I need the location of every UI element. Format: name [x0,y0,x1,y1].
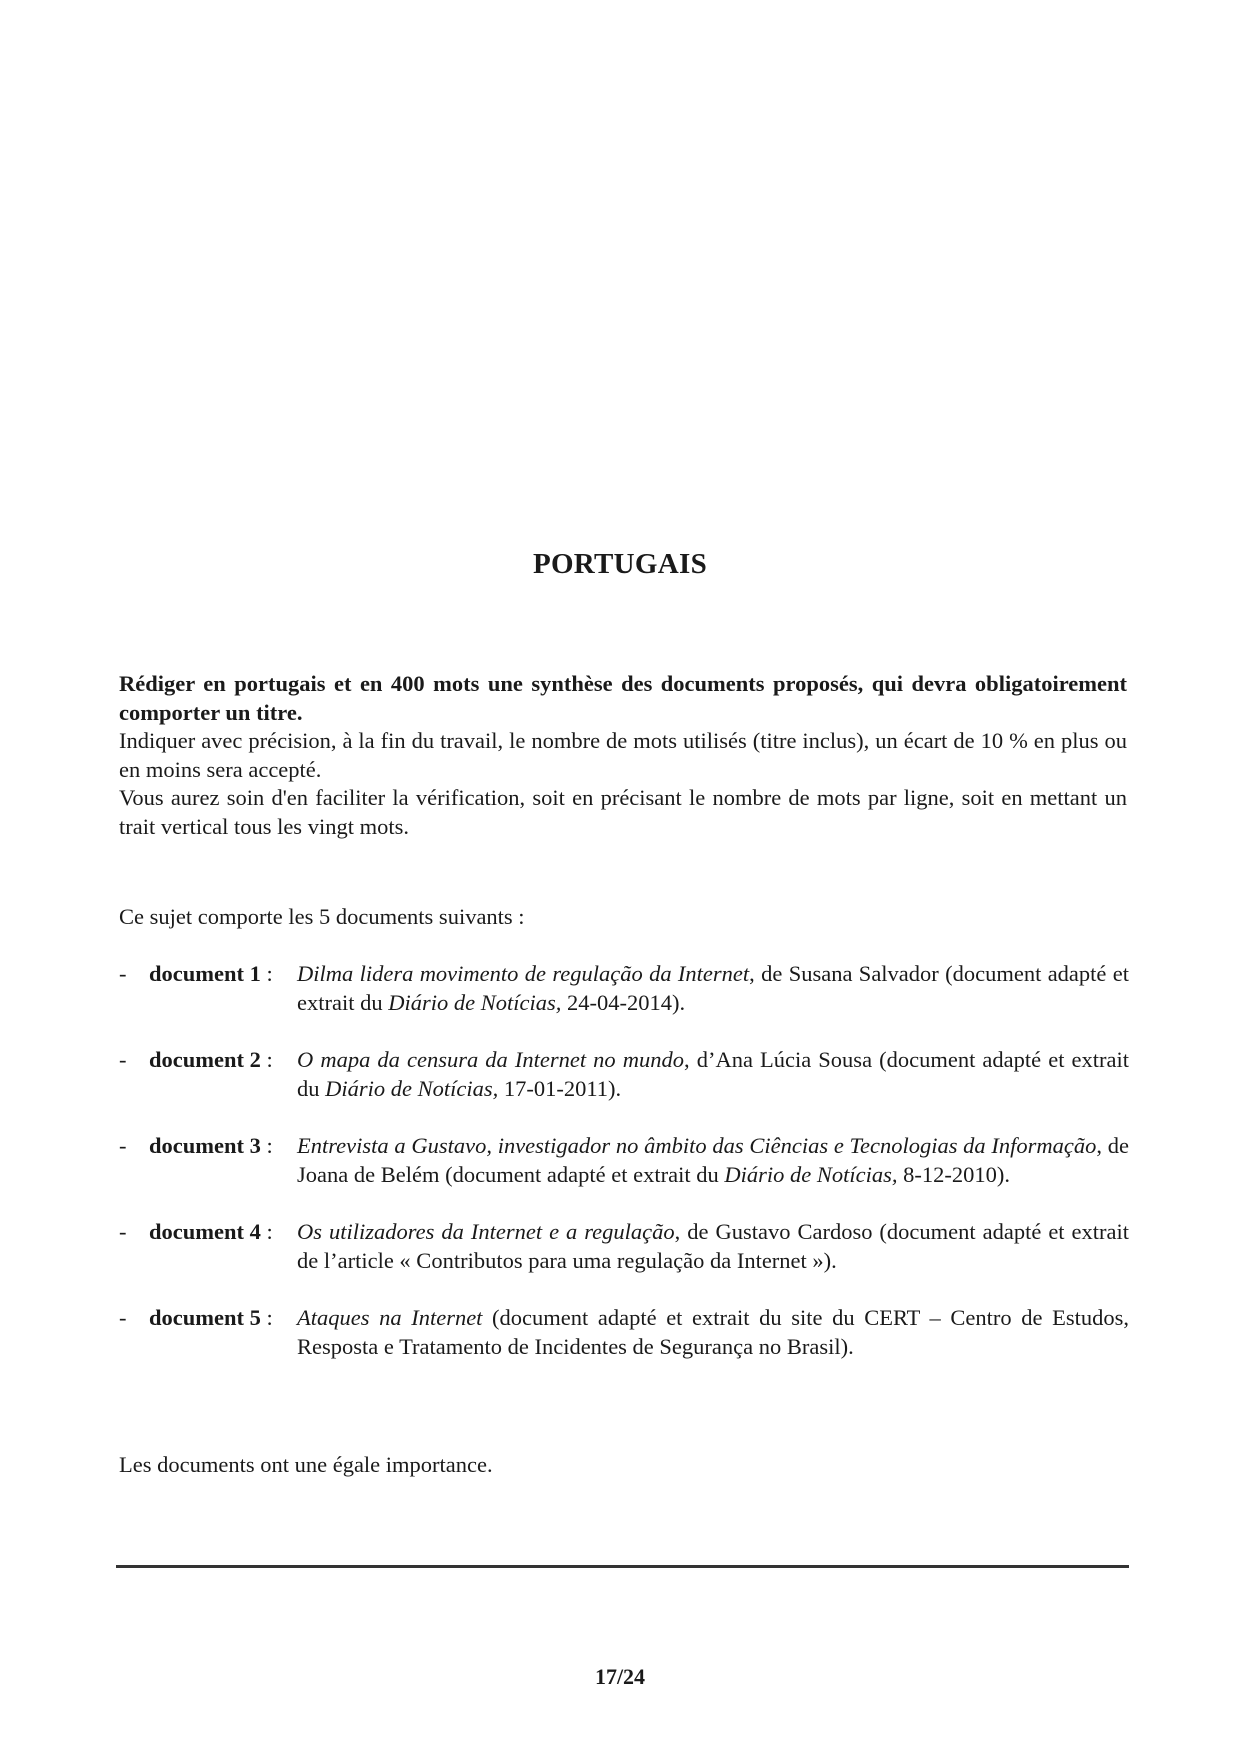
page-number: 17/24 [594,1664,646,1689]
instruction-verification: Vous aurez soin d'en faciliter la vérification, soit en précisant le nombre de mots par ligne, soit en mettant un trait vertical tous les vingt mots. [119,785,1127,839]
closing-note: Les documents ont une égale importance. [119,1452,493,1477]
list-dash: - [119,1047,127,1072]
document-item-1 [119,960,1129,1017]
page-title: PORTUGAIS [532,548,708,580]
document-description: Os utilizadores da Internet e a regulação, de Gustavo Cardoso (document adapté et extrait de l’article « Contributos para uma regulação da Internet »). [297,1219,1130,1273]
document-description: Ataques na Internet (document adapté et extrait du site du CERT – Centro de Estudos, Resposta e Tratamento de Incidentes de Segurança no Brasil). [297,1305,1129,1359]
document-label: document 2 : [149,1047,273,1072]
document-title: Ataques na Internet [297,1305,483,1330]
list-dash: - [119,1219,127,1244]
document-label: document 4 : [149,1219,273,1244]
document-title: O mapa da censura da Internet no mundo [297,1047,684,1072]
document-source: Diário de Notícias, [325,1075,499,1101]
document-description: Entrevista a Gustavo, investigador no âmbito das Ciências e Tecnologias da Informação, de Joana de Belém (document adapté et extrait du Diário de Notícias, 8-12-2010). [297,1133,1129,1187]
document-label: document 3 : [149,1133,273,1158]
document-source: Diário de Notícias, [388,989,562,1015]
document-item-4 [119,1218,1129,1275]
document-description: Dilma lidera movimento de regulação da Internet, de Susana Salvador (document adapté et extrait du Diário de Notícias, 24-04-2014). [297,961,1129,1015]
footer-divider [116,1565,1129,1568]
document-label: document 5 : [149,1305,273,1330]
document-label: document 1 : [149,961,273,986]
document-item-3 [119,1132,1129,1189]
document-title: Dilma lidera movimento de regulação da Internet [297,961,750,986]
instructions-block [119,670,1127,841]
document-title: Entrevista a Gustavo, investigador no âmbito das Ciências e Tecnologias da Informação [297,1133,1097,1158]
list-dash: - [119,1305,127,1330]
document-source: Diário de Notícias, [724,1161,898,1187]
documents-intro: Ce sujet comporte les 5 documents suivants : [119,904,525,929]
instruction-word-count: Indiquer avec précision, à la fin du travail, le nombre de mots utilisés (titre inclus), un écart de 10 % en plus ou en moins sera accepté. [119,728,1127,782]
document-list [119,960,1129,1390]
document-item-2 [119,1046,1129,1103]
instruction-main: Rédiger en portugais et en 400 mots une synthèse des documents proposés, qui devra obligatoirement comporter un titre. [119,671,1127,725]
document-item-5 [119,1304,1129,1361]
document-title: Os utilizadores da Internet e a regulação [297,1219,675,1244]
list-dash: - [119,1133,127,1158]
document-description: O mapa da censura da Internet no mundo, d’Ana Lúcia Sousa (document adapté et extrait du Diário de Notícias, 17-01-2011). [297,1047,1129,1101]
list-dash: - [119,961,127,986]
